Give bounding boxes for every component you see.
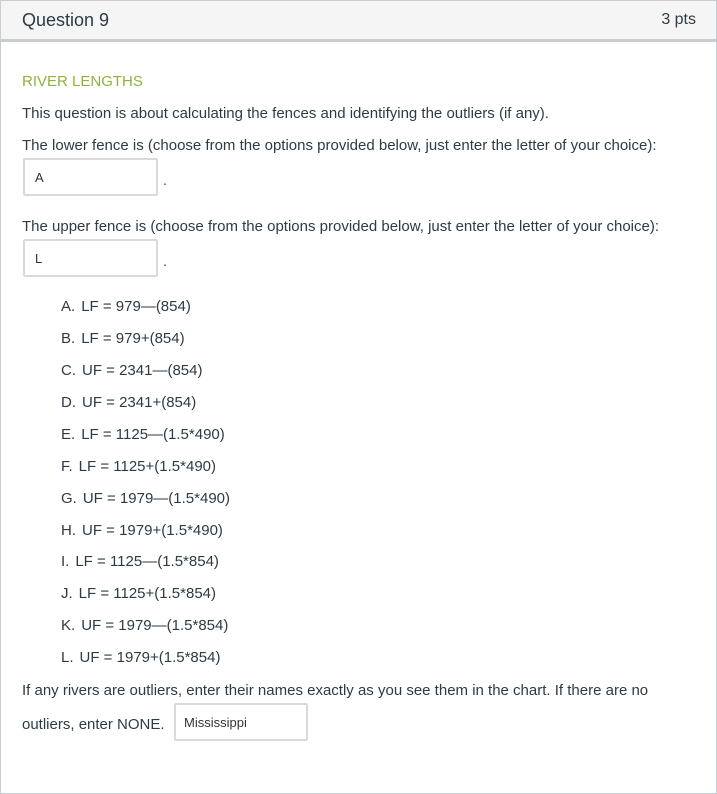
lower-fence-period: . [163, 172, 167, 188]
section-title: RIVER LENGTHS [22, 73, 143, 90]
option-j: J. LF = 1125+(1.5*854) [61, 585, 216, 602]
option-g: G. UF = 1979—(1.5*490) [61, 490, 231, 507]
upper-fence-input[interactable] [23, 239, 158, 277]
option-l: L. UF = 1979+(1.5*854) [61, 649, 221, 666]
option-d: D. UF = 2341+(854) [61, 394, 197, 411]
option-k: K. UF = 1979—(1.5*854) [61, 617, 229, 634]
question-points: 3 pts [661, 11, 696, 28]
option-h: H. UF = 1979+(1.5*490) [61, 522, 223, 539]
lower-fence-input[interactable] [23, 158, 158, 196]
question-header [1, 1, 716, 42]
upper-fence-prompt: The upper fence is (choose from the options provided below, just enter the letter of your choice): [22, 218, 660, 235]
option-a: A. LF = 979—(854) [61, 298, 191, 315]
outlier-prompt-line1: If any rivers are outliers, enter their names exactly as you see them in the chart. If there are no [22, 682, 649, 699]
option-b: B. LF = 979+(854) [61, 330, 185, 347]
option-f: F. LF = 1125+(1.5*490) [61, 458, 216, 475]
lower-fence-prompt: The lower fence is (choose from the options provided below, just enter the letter of your choice): [22, 137, 657, 154]
option-c: C. UF = 2341—(854) [61, 362, 203, 379]
upper-fence-period: . [163, 253, 167, 269]
option-e: E. LF = 1125—(1.5*490) [61, 426, 225, 443]
intro-text: This question is about calculating the fences and identifying the outliers (if any). [22, 105, 549, 122]
outlier-prompt-line2: outliers, enter NONE. [22, 716, 165, 733]
outlier-input[interactable] [174, 703, 308, 741]
option-i: I. LF = 1125—(1.5*854) [61, 553, 219, 570]
question-title: Question 9 [22, 9, 110, 30]
